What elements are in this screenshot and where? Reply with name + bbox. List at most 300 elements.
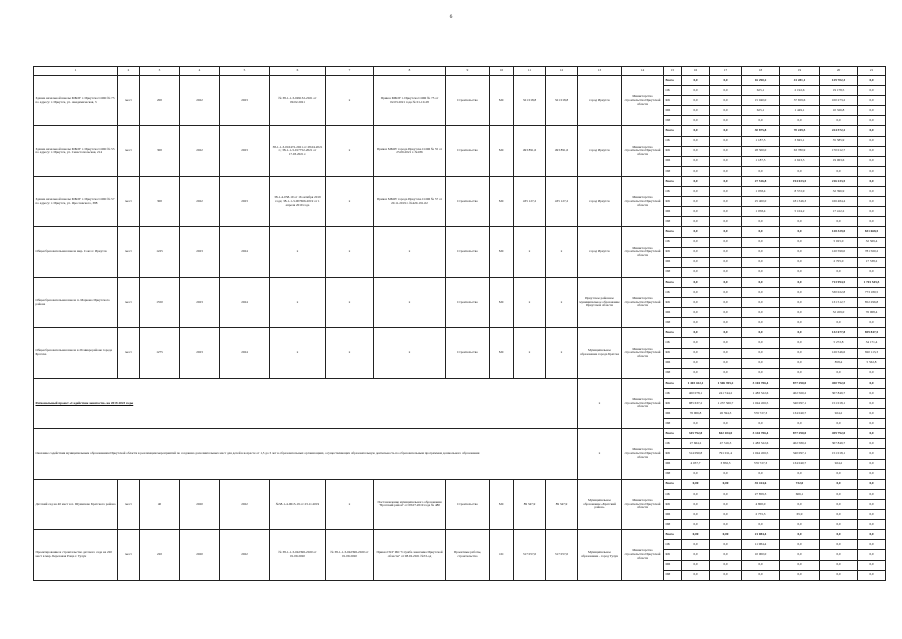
value-cell: 0,0 [710,298,742,308]
value-cell: 10 000,0 [742,550,780,560]
expertise-document: № 38-1-1-3-049132-2021 от 09.02.2021 [270,76,326,126]
value-cell: 0,0 [682,136,710,146]
value-cell: 0,0 [682,86,710,96]
work-type: Строительство [446,277,490,327]
object-name: Общеобразовательная школа мкр. Союз г. Иркутск [34,227,118,277]
work-type: Строительство [446,479,490,529]
location: Муниципальное образование - город Тулун [578,530,622,580]
value-cell: 1 187,5 [742,156,780,166]
value-cell: 0,0 [780,560,820,570]
value-cell: 181 346,3 [780,197,820,207]
value-cell: 0,0 [710,76,742,86]
object-name: Общеобразовательная школа в 26 микрорайоне города Братска [34,328,118,378]
end-year: 2022 [220,479,270,529]
expertise-document-2: x [326,277,374,327]
value-cell: 32 569,4 [858,237,886,247]
start-year: 2020 [180,530,220,580]
remaining-cost: 493 891,6 [546,126,578,176]
expertise-document: x [270,328,326,378]
value-cell: 0,0 [710,267,742,277]
estimated-cost: 317 057,0 [514,530,546,580]
work-type: Строительство [446,227,490,277]
column-number: 4 [180,67,220,76]
value-cell: 0,0 [858,176,886,186]
value-cell: 0,0 [820,479,858,489]
value-cell: 0,0 [742,267,780,277]
unit: мест [118,76,140,126]
value-cell: 0,0 [682,207,710,217]
customer: Министерство строительства Иркутской области [622,126,664,176]
value-cell: 0,0 [780,247,820,257]
funding-source: ИИ [664,116,682,126]
value-cell: 0,0 [682,227,710,237]
start-year: 2023 [180,277,220,327]
value-cell: 0,0 [682,540,710,550]
value-cell: 30 875,8 [742,126,780,136]
value-cell: 170 012,7 [820,146,858,156]
value-cell: 126 546,6 [820,348,858,358]
value-cell: 19 063,6 [820,156,858,166]
value-cell: 877 290,0 [780,429,820,439]
value-cell: 0,0 [780,166,820,176]
ownership: МС [490,479,514,529]
value-cell: 3 856,3 [710,459,742,469]
funding-source: ОБ [664,338,682,348]
funding-source: ОБ [664,86,682,96]
value-cell: 0,0 [710,560,742,570]
value-cell: 0,0 [858,207,886,217]
value-cell: 63 780,9 [780,146,820,156]
start-year: 2023 [180,227,220,277]
value-cell: 530 022,8 [820,287,858,297]
funding-source: ФБ [664,197,682,207]
regional-project [34,378,886,388]
value-cell: 402 560,2 [780,388,820,398]
capacity: 220 [140,530,180,580]
value-cell: 0,0 [858,318,886,328]
column-number: 15 [664,67,682,76]
unit: мест [118,277,140,327]
object-name: Здание начальной школы МБОУ г. Иркутска СОШ № 75 по адресу: г. Иркутск, ул. Академическая, 3 [34,76,118,126]
value-cell: 831 668,5 [858,227,886,237]
remaining-cost: x [546,227,578,277]
funding-source: ФБ [664,96,682,106]
value-cell: 0,0 [710,318,742,328]
value-cell: 166 484,4 [820,197,858,207]
value-cell: 0,0 [780,237,820,247]
funding-source: МБ [664,409,682,419]
page-number: 6 [449,14,453,20]
value-cell: 0,0 [858,86,886,96]
column-number: 21 [858,67,886,76]
customer: Министерство строительства Иркутской области [622,328,664,378]
value-cell: 0,0 [780,570,820,580]
value-cell: 5 272,8 [820,338,858,348]
value-cell: 0,0 [682,560,710,570]
value-cell: 0,0 [710,96,742,106]
value-cell: 100 273,2 [820,96,858,106]
funding-source: МБ [664,156,682,166]
value-cell: 0,0 [682,76,710,86]
value-cell: 0,0 [858,530,886,540]
value-cell: 2 623,5 [780,156,820,166]
capacity: 200 [140,76,180,126]
object-group [34,126,886,136]
funding-source: МБ [664,308,682,318]
value-cell: 0,0 [710,570,742,580]
value-cell: 0,0 [682,469,710,479]
funding-source: ИИ [664,166,682,176]
column-number: 16 [682,67,710,76]
value-cell: 151 018,1 [820,449,858,459]
approval-order: Постановление муниципального образования "Братский район" от 08.07.2019 года № 480 [374,479,446,529]
approval-order: Приказ МБОУ города Иркутска СОШ № 55 от 25.06.2021 г. №186 [374,126,446,176]
value-cell: 0,0 [858,116,886,126]
column-number-row [34,67,886,76]
value-cell: 0,0 [858,197,886,207]
value-cell: 0,00 [710,530,742,540]
funding-source: ИИ [664,570,682,580]
start-year: 2022 [180,176,220,226]
value-cell: 128 329,0 [820,227,858,237]
funding-source: ОБ [664,439,682,449]
funding-source: Всего [664,227,682,237]
estimated-cost: 89 347,9 [514,479,546,529]
value-cell: 0,0 [820,217,858,227]
value-cell: 0,0 [780,277,820,287]
value-cell: 16 290,2 [742,76,780,86]
value-cell: 0,0 [742,358,780,368]
value-cell: 0,0 [742,308,780,318]
value-cell: 5 562,8 [858,358,886,368]
end-year: 2023 [220,176,270,226]
customer: Министерство строительства Иркутской области [622,176,664,226]
funding-source: ИИ [664,318,682,328]
expertise-document-2: x [326,76,374,126]
value-cell: 0,0 [682,106,710,116]
value-cell: 76 068,4 [858,308,886,318]
approval-order: Приказ ГКУ ИО "Служба заказчика Иркутской области" от 08.02.2021 №53-од [374,530,446,580]
location: город Иркутск [578,176,622,226]
measure-title: Оказание содействия муниципальным образованиям Иркутской области в реализации мероприятий по созданию дополнительных мест для детей в возрасте от 1,5 до 3 лет в образовательных организациях, осуществляющих образовательную деятельность по образовательным программам дошкольного образования [34,429,578,479]
placeholder-x: x [578,378,622,428]
value-cell: 450 792,0 [820,378,858,388]
funding-source: ФБ [664,146,682,156]
value-cell: 0,0 [742,318,780,328]
funding-source: ОБ [664,388,682,398]
start-year: 2020 [180,479,220,529]
expertise-document-2: x [326,227,374,277]
value-cell: 0,0 [682,257,710,267]
funding-source: Всего [664,530,682,540]
value-cell: 0,0 [742,348,780,358]
value-cell: 858,4 [820,358,858,368]
start-year: 2023 [180,328,220,378]
value-cell: 3 144 706,4 [742,429,780,439]
value-cell: 0,0 [858,126,886,136]
value-cell: 34 171,4 [858,338,886,348]
value-cell: 0,0 [710,348,742,358]
value-cell: 134 040,7 [780,409,820,419]
value-cell: 4 037,7 [682,459,710,469]
value-cell: 0,0 [858,550,886,560]
value-cell: 0,0 [710,489,742,499]
unit: мест [118,126,140,176]
estimated-cost: x [514,328,546,378]
value-cell: 0,0 [710,540,742,550]
value-cell: 3 104 706,4 [742,378,780,388]
value-cell: 0,0 [742,560,780,570]
value-cell: 0,0 [682,96,710,106]
value-cell: 0,0 [742,237,780,247]
value-cell: 10 326,8 [820,106,858,116]
value-cell: 1 058,4 [742,187,780,197]
remaining-cost: 317 057,0 [546,530,578,580]
object-name: Проектирование и строительство детского сада на 220 мест в мкр. Березовая Роща г. Тулун [34,530,118,580]
funding-source: МБ [664,257,682,267]
value-cell: 21 084,4 [742,530,780,540]
column-number: 8 [374,67,446,76]
value-cell: 2 755,3 [742,510,780,520]
funding-source: ИИ [664,368,682,378]
value-cell: 0,0 [742,469,780,479]
value-cell: 0,0 [858,499,886,509]
value-cell: 0,0 [710,227,742,237]
value-cell: 0,0 [682,308,710,318]
value-cell: 8 572,9 [780,187,820,197]
value-cell: 781 560,2 [858,247,886,257]
regional-project-title: Региональный проект «Содействие занятости» на 2019-2023 годы [34,378,578,428]
value-cell: 0,0 [742,277,780,287]
capacity: 300 [140,176,180,226]
value-cell: 1 044 456,5 [742,399,780,409]
customer: Министерство строительства Иркутской области [622,479,664,529]
expertise-document: 38-1-4-058-19 от 16 октября 2019 года; 38-1-1-3-007666-2019 от 1 апреля 2019 года [270,176,326,226]
funding-source: Всего [664,479,682,489]
value-cell: 47 516,3 [710,439,742,449]
column-number: 17 [710,67,742,76]
funding-source: Всего [664,378,682,388]
value-cell: 732,0 [780,479,820,489]
work-type: Строительство [446,176,490,226]
estimated-cost: 321 018,8 [514,76,546,126]
funding-source: ОБ [664,136,682,146]
value-cell: 0,0 [820,267,858,277]
value-cell: 1 483 522,6 [742,388,780,398]
customer: Министерство строительства Иркутской области [622,277,664,327]
location: Муниципальное образование «Братский район» [578,479,622,529]
value-cell: 0,0 [858,267,886,277]
value-cell: 0,0 [820,116,858,126]
value-cell: 576 727,3 [742,409,780,419]
start-year: 2022 [180,126,220,176]
funding-source: ИИ [664,267,682,277]
funding-source: ИИ [664,520,682,530]
value-cell: 0,0 [710,358,742,368]
column-number: 2 [118,67,140,76]
value-cell: 0,0 [858,489,886,499]
column-number: 13 [578,67,622,76]
estimated-cost: x [514,277,546,327]
funding-source: МБ [664,560,682,570]
column-number: 14 [622,67,664,76]
value-cell: 1 058,4 [742,207,780,217]
ownership: МС [490,76,514,126]
value-cell: 0,0 [742,227,780,237]
value-cell: 0,0 [858,510,886,520]
end-year: 2024 [220,227,270,277]
value-cell: 0,0 [682,510,710,520]
value-cell: 0,0 [710,328,742,338]
column-number: 7 [326,67,374,76]
expertise-document-2: x [326,479,374,529]
approval-order: Приказ МБОУ города Иркутска СОШ № 57 от 20.11.2019 г. №420-191-02 [374,176,446,226]
value-cell: 0,0 [682,318,710,328]
value-cell: 241 744,2 [710,388,742,398]
value-cell: 0,0 [742,247,780,257]
value-cell: 0,0 [682,570,710,580]
value-cell: 1 044 456,5 [742,449,780,459]
value-cell: 0,0 [780,308,820,318]
value-cell: 27 664,2 [682,439,710,449]
value-cell: 0,0 [820,570,858,580]
remaining-cost: 89 347,9 [546,479,578,529]
value-cell: 70 249,5 [780,126,820,136]
value-cell: 35 585,9 [820,136,858,146]
value-cell: 1 449,1 [780,106,820,116]
value-cell: 65,9 [780,510,820,520]
column-number: 11 [514,67,546,76]
location: город Иркутск [578,227,622,277]
object-group [34,76,886,86]
funding-source: ИИ [664,419,682,429]
column-number: 20 [820,67,858,76]
value-cell: 0,0 [820,499,858,509]
value-cell: 0,0 [780,287,820,297]
column-number: 18 [742,67,780,76]
capacity: 1275 [140,328,180,378]
value-cell: 0,0 [858,560,886,570]
value-cell: 402 580,2 [780,439,820,449]
value-cell: 132 677,8 [820,328,858,338]
value-cell: 194 023,5 [780,176,820,186]
location: Муниципальное образование города Братска [578,328,622,378]
value-cell: 340 097,1 [780,449,820,459]
value-cell: 0,0 [858,419,886,429]
value-cell: 576 727,3 [742,459,780,469]
value-cell: 0,0 [742,328,780,338]
value-cell: 41 281,1 [780,76,820,86]
value-cell: 791 011,4 [710,449,742,459]
funding-source: ФБ [664,449,682,459]
unit: мест [118,530,140,580]
value-cell: 129 702,3 [820,76,858,86]
funding-source: МБ [664,358,682,368]
value-cell: 0,0 [858,136,886,146]
value-cell: 0,0 [682,520,710,530]
value-cell: 0,0 [858,76,886,86]
value-cell: 5 025,0 [820,237,858,247]
value-cell: 19 178,5 [820,86,858,96]
value-cell: 0,00 [710,479,742,489]
value-cell: 0,0 [710,86,742,96]
placeholder-x: x [578,429,622,479]
expertise-document: № 38-1-1-3-042396-2020 от 01.09.2020 [270,530,326,580]
unit: мест [118,328,140,378]
value-cell: 224 572,2 [820,126,858,136]
value-cell: 1 483 522,6 [742,439,780,449]
value-cell: 0,0 [858,449,886,459]
value-cell: 0,0 [820,560,858,570]
object-name: Общеобразовательная школа п. Марково Иркутского района [34,277,118,327]
value-cell: 0,0 [682,338,710,348]
funding-source: Всего [664,429,682,439]
end-year: 2024 [220,328,270,378]
ownership: МС [490,328,514,378]
value-cell: 0,0 [780,550,820,560]
value-cell: 459 792,0 [820,429,858,439]
value-cell: 0,0 [780,419,820,429]
value-cell: 0,0 [682,348,710,358]
value-cell: 0,0 [820,510,858,520]
value-cell: 625,1 [742,106,780,116]
value-cell: 0,00 [682,530,710,540]
ownership: МС [490,176,514,226]
value-cell: 0,0 [858,409,886,419]
capacity: 300 [140,126,180,176]
funding-source: ОБ [664,287,682,297]
object-name: Здание начальной школы МБОУ г. Иркутска СОШ № 55 по адресу: г. Иркутск, ул. Севастопольская, 214 [34,126,118,176]
unit: мест [118,227,140,277]
value-cell: 0,0 [858,459,886,469]
object-group [34,328,886,338]
remaining-cost: 321 018,8 [546,76,578,126]
object-name: Детский сад на 40 мест в п. Шумилово Братского района [34,479,118,529]
value-cell: 4 800,0 [742,499,780,509]
value-cell: 0,0 [780,469,820,479]
value-cell: 314 090,8 [682,449,710,459]
customer: Министерство строительства Иркутской области [622,378,664,428]
value-cell: 0,0 [682,247,710,257]
value-cell: 0,0 [710,207,742,217]
value-cell: 713 994,5 [820,277,858,287]
expertise-document-2: x [326,176,374,226]
value-cell: 0,0 [820,318,858,328]
column-number: 9 [446,67,490,76]
value-cell: 0,0 [710,308,742,318]
value-cell: 0,0 [682,187,710,197]
object-group [34,227,886,237]
value-cell: 0,0 [742,338,780,348]
value-cell: 924,2 [820,459,858,469]
value-cell: 0,0 [710,469,742,479]
value-cell: 0,0 [682,116,710,126]
value-cell: 0,0 [682,166,710,176]
funding-source: ФБ [664,247,682,257]
value-cell: 0,0 [858,540,886,550]
funding-source: ФБ [664,348,682,358]
value-cell: 0,0 [710,499,742,509]
expertise-document-2: x [326,328,374,378]
value-cell: 0,0 [682,146,710,156]
funding-source: Всего [664,277,682,287]
value-cell: 17 538,2 [858,257,886,267]
value-cell: 0,0 [820,550,858,560]
value-cell: 0,0 [820,368,858,378]
value-cell: 0,0 [780,358,820,368]
work-type: Строительство [446,328,490,378]
column-number: 19 [780,67,820,76]
